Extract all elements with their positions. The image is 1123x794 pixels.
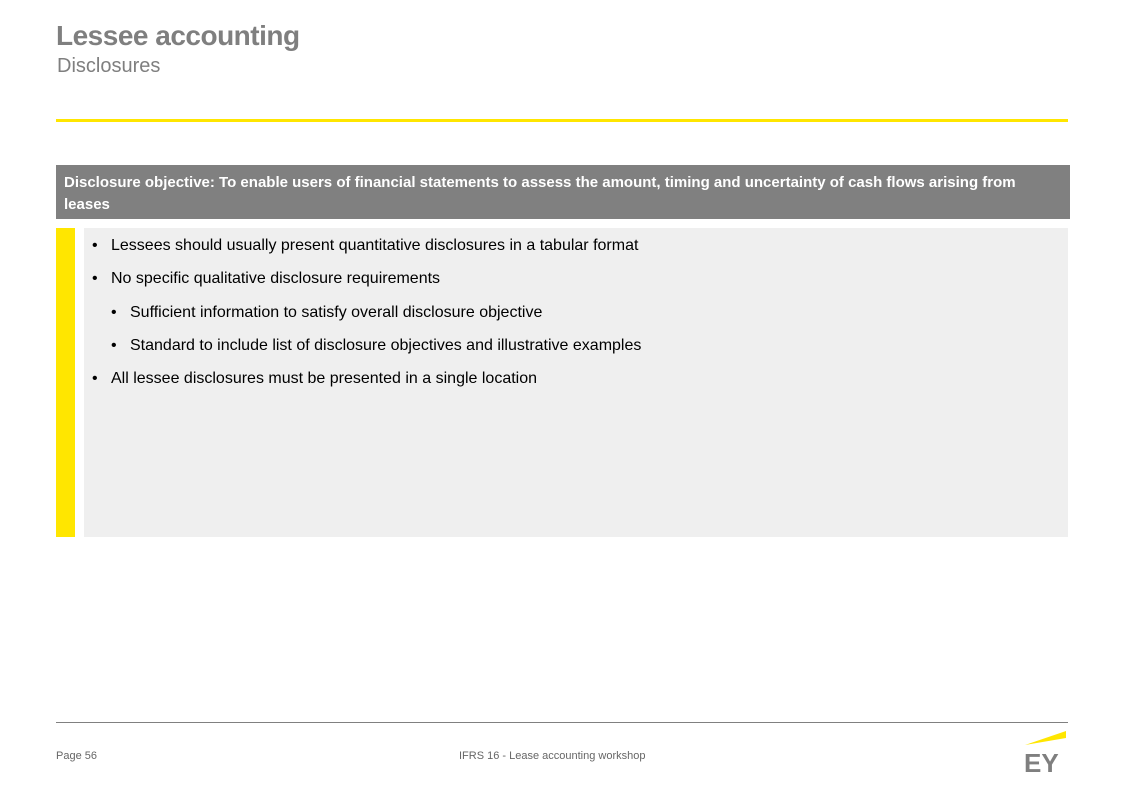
title-divider bbox=[56, 119, 1068, 122]
list-item: • Lessees should usually present quantitative disclosures in a tabular format bbox=[84, 228, 1068, 261]
footer-title: IFRS 16 - Lease accounting workshop bbox=[459, 750, 646, 762]
list-item: • Standard to include list of disclosure objectives and illustrative examples bbox=[84, 328, 1068, 361]
disclosure-objective-banner: Disclosure objective: To enable users of financial statements to assess the amount, timing and uncertainty of cash flows arising from leases bbox=[56, 165, 1070, 219]
list-item: • No specific qualitative disclosure requirements bbox=[84, 261, 1068, 294]
page-title: Lessee accounting bbox=[56, 20, 300, 51]
bullet-list bbox=[84, 228, 1068, 394]
accent-bar bbox=[56, 228, 75, 537]
list-item: • Sufficient information to satisfy overall disclosure objective bbox=[84, 295, 1068, 328]
page-number: Page 56 bbox=[56, 750, 97, 762]
ey-logo bbox=[1022, 730, 1068, 776]
content-box bbox=[84, 228, 1068, 537]
list-item: • All lessee disclosures must be presented in a single location bbox=[84, 361, 1068, 394]
footer-divider bbox=[56, 722, 1068, 723]
page-subtitle: Disclosures bbox=[57, 55, 161, 77]
svg-text:EY: EY bbox=[1024, 748, 1059, 776]
